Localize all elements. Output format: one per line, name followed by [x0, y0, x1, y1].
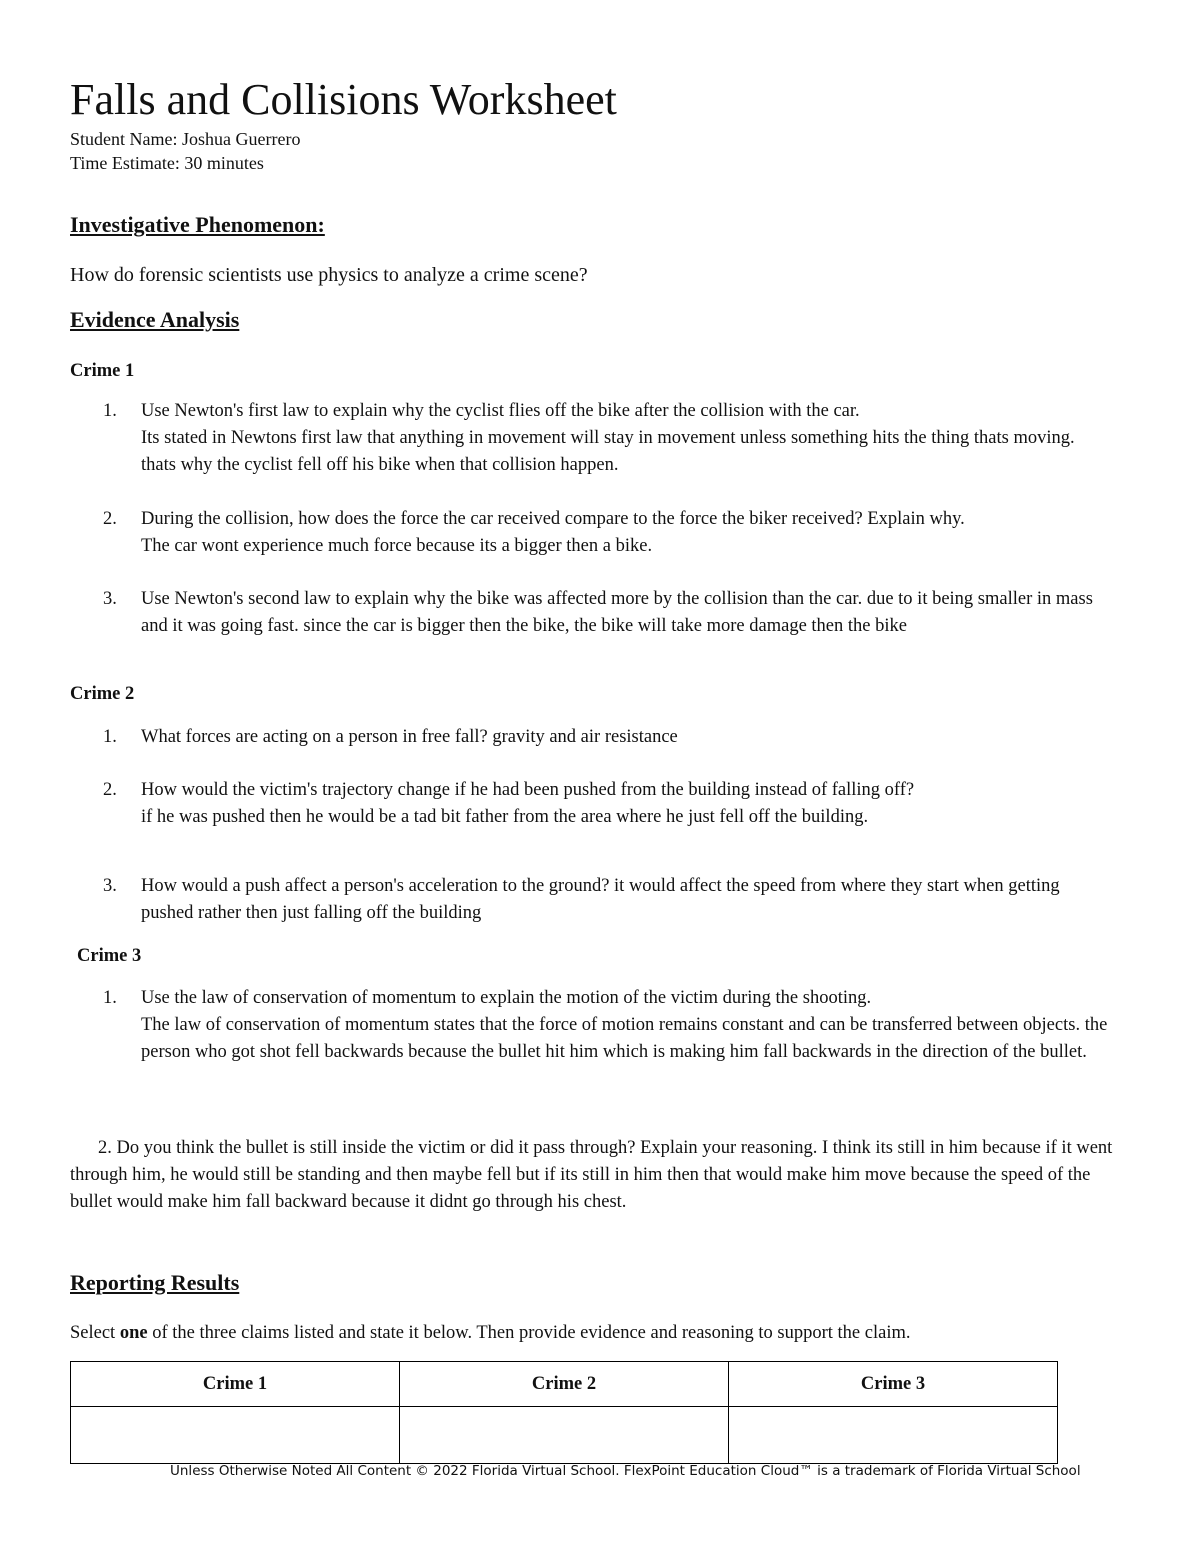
question-text: How would a push affect a person's acceleration to the ground? it would affect the speed from where they start when getting pushed rather then just falling off the building	[141, 876, 1060, 923]
table-header-row	[71, 1362, 1058, 1407]
crime1-question2	[103, 506, 1113, 560]
question-text: Use the law of conservation of momentum to explain the motion of the victim during the shooting.	[141, 988, 872, 1008]
claim-cell-crime3[interactable]	[729, 1407, 1058, 1464]
time-estimate: Time Estimate: 30 minutes	[70, 153, 264, 173]
question-number: 3.	[103, 876, 117, 896]
question-text: How would the victim's trajectory change if he had been pushed from the building instead of falling off?	[141, 780, 915, 800]
claim-cell-crime2[interactable]	[400, 1407, 729, 1464]
crime2-question3	[103, 873, 1113, 927]
table-header-crime3: Crime 3	[729, 1362, 1058, 1407]
reporting-instruction	[70, 1320, 910, 1347]
question-number: 1.	[103, 727, 117, 747]
crime1-question1	[103, 398, 1113, 479]
crime2-label: Crime 2	[70, 684, 135, 704]
crime1-question3	[103, 586, 1113, 640]
crime3-question1	[103, 985, 1113, 1066]
claims-table	[70, 1361, 1058, 1464]
crime3-question2: 2. Do you think the bullet is still inside the victim or did it pass through? Explain your reasoning. I think its still in him because if it went through him, he would still be standing and then maybe fell but if its still in him then that would make him move because the speed of the bullet would make him fall backward because it didnt go through his chest.	[70, 1138, 1113, 1212]
crime1-label: Crime 1	[70, 361, 135, 381]
claim-cell-crime1[interactable]	[71, 1407, 400, 1464]
question-text: What forces are acting on a person in free fall? gravity and air resistance	[141, 727, 678, 747]
phenomenon-question: How do forensic scientists use physics to analyze a crime scene?	[70, 264, 588, 286]
instruction-emphasis: one	[119, 1323, 148, 1343]
page-title: Falls and Collisions Worksheet	[70, 75, 617, 124]
instruction-text: Select	[70, 1323, 120, 1343]
student-name: Student Name: Joshua Guerrero	[70, 129, 301, 149]
crime2-question2	[103, 777, 1113, 831]
instruction-text: of the three claims listed and state it below. Then provide evidence and reasoning to support the claim.	[147, 1323, 911, 1343]
question-text: During the collision, how does the force the car received compare to the force the biker received? Explain why.	[141, 509, 965, 529]
question-number: 1.	[103, 988, 117, 1008]
answer-text: Its stated in Newtons first law that anything in movement will stay in movement unless something hits the thing thats moving. thats why the cyclist fell off his bike when that collision happen.	[141, 428, 1075, 475]
question-text: Use Newton's second law to explain why the bike was affected more by the collision than the car. due to it being smaller in mass and it was going fast. since the car is bigger then the bike, the bike will take more damage then the bike	[141, 589, 1093, 636]
answer-text: if he was pushed then he would be a tad bit father from the area where he just fell off the building.	[141, 807, 869, 827]
question-number: 1.	[103, 401, 117, 421]
phenomenon-heading: Investigative Phenomenon:	[70, 212, 325, 237]
table-header-crime2: Crime 2	[400, 1362, 729, 1407]
table-row	[71, 1407, 1058, 1464]
question-number: 2.	[103, 509, 117, 529]
footer-copyright: Unless Otherwise Noted All Content © 2022 Florida Virtual School. FlexPoint Education Cloud™ is a trademark of Florida Virtual School	[170, 1463, 1081, 1479]
evidence-heading: Evidence Analysis	[70, 307, 240, 332]
answer-text: The car wont experience much force because its a bigger then a bike.	[141, 536, 653, 556]
question-number: 2.	[103, 780, 117, 800]
crime2-question1	[103, 724, 1113, 751]
answer-text: The law of conservation of momentum states that the force of motion remains constant and can be transferred between objects. the person who got shot fell backwards because the bullet hit him which is making him fall backwards in the direction of the bullet.	[141, 1015, 1108, 1062]
table-header-crime1: Crime 1	[71, 1362, 400, 1407]
crime3-label: Crime 3	[77, 946, 142, 966]
question-number: 3.	[103, 589, 117, 609]
reporting-heading: Reporting Results	[70, 1270, 240, 1295]
question-text: Use Newton's first law to explain why the cyclist flies off the bike after the collision with the car.	[141, 401, 860, 421]
